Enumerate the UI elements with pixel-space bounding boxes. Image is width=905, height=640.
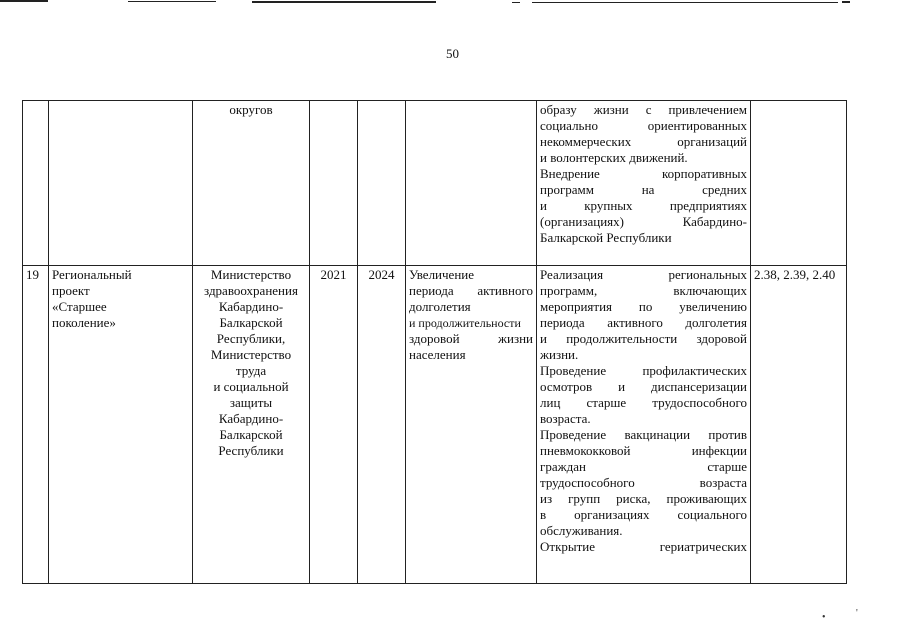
executor-line: Министерство [210, 347, 292, 362]
cell-year-end [358, 266, 406, 584]
activity-line: социально ориентированных [540, 118, 747, 133]
executor-line: и социальной [213, 379, 289, 394]
cell-year-end [358, 101, 406, 266]
cell-num [23, 266, 49, 584]
activity-line: и волонтерских движений. [540, 150, 688, 165]
cell-indicators [751, 101, 847, 266]
activity-line: (организациях) Кабардино- [540, 214, 747, 229]
activity-line: образу жизни с привлечением [540, 102, 747, 117]
scan-artifact [512, 2, 520, 3]
activity-line: Внедрение корпоративных [540, 166, 747, 181]
cell-indicators [751, 266, 847, 584]
program-table [22, 100, 847, 584]
activity-line: Проведение профилактических [540, 363, 747, 378]
scan-artifact [128, 1, 216, 2]
result-line: здоровой жизни [409, 331, 533, 346]
scan-artifact [532, 2, 838, 3]
cell-activities [537, 101, 751, 266]
result-line: периода активного [409, 283, 533, 298]
activity-line: лиц старше трудоспособного [540, 395, 747, 410]
activity-line: мероприятия по увеличению [540, 299, 747, 314]
scan-artifact [842, 1, 850, 3]
year-start: 2021 [320, 267, 347, 282]
cell-num [23, 101, 49, 266]
indicator-codes: 2.38, 2.39, 2.40 [754, 267, 836, 282]
result-line: Увеличение [409, 267, 475, 282]
executor-line: Кабардино- [218, 299, 284, 314]
activity-line: осмотров и диспансеризации [540, 379, 747, 394]
result-line: долголетия [409, 299, 471, 314]
executor-line: Балкарской [219, 427, 283, 442]
cell-executor [193, 101, 310, 266]
executor-line: защиты [229, 395, 273, 410]
cell-result [406, 101, 537, 266]
activity-line: Балкарской Республики [540, 230, 672, 245]
executor-line: Республики [218, 443, 284, 458]
activity-line: и продолжительности здоровой [540, 331, 747, 346]
activity-line: Открытие гериатрических [540, 539, 747, 554]
executor-line: здравоохранения [204, 283, 298, 298]
activity-line: Проведение вакцинации против [540, 427, 747, 442]
cell-name [49, 266, 193, 584]
name-line: «Старшее [52, 299, 107, 314]
cell-year-start [310, 101, 358, 266]
activity-line: из групп риска, проживающих [540, 491, 747, 506]
page-number: 50 [446, 46, 459, 61]
activity-line: программ на средних [540, 182, 747, 197]
cell-year-start [310, 266, 358, 584]
cell-name [49, 101, 193, 266]
table-row [23, 101, 847, 266]
executor-line: Кабардино- [218, 411, 284, 426]
activity-line: граждан старше [540, 459, 747, 474]
activity-line: программ, включающих [540, 283, 747, 298]
name-line: поколение» [52, 315, 116, 330]
year-end: 2024 [368, 267, 395, 282]
activity-line: некоммерческих организаций [540, 134, 747, 149]
activity-line: обслуживания. [540, 523, 623, 538]
activity-line: и крупных предприятиях [540, 198, 747, 213]
cell-executor [193, 266, 310, 584]
executor-line: Республики, [216, 331, 286, 346]
result-line: населения [409, 347, 466, 362]
scan-artifact [0, 0, 48, 2]
name-line: проект [52, 283, 90, 298]
executor-line: Балкарской [219, 315, 283, 330]
executor-text: округов [229, 102, 273, 117]
executor-line: труда [235, 363, 267, 378]
result-line: и продолжительности [409, 316, 521, 330]
scan-mark: • [822, 612, 826, 623]
table-row [23, 266, 847, 584]
row-number: 19 [26, 267, 39, 282]
scan-artifact [252, 1, 436, 3]
executor-line: Министерство [210, 267, 292, 282]
activity-line: возраста. [540, 411, 591, 426]
activity-line: трудоспособного возраста [540, 475, 747, 490]
scan-mark: ' [856, 608, 858, 619]
cell-result [406, 266, 537, 584]
activity-line: жизни. [540, 347, 579, 362]
activity-line: Реализация региональных [540, 267, 747, 282]
activity-line: в организациях социального [540, 507, 747, 522]
cell-activities [537, 266, 751, 584]
activity-line: пневмококковой инфекции [540, 443, 747, 458]
name-line: Региональный [52, 267, 132, 282]
activity-line: периода активного долголетия [540, 315, 747, 330]
